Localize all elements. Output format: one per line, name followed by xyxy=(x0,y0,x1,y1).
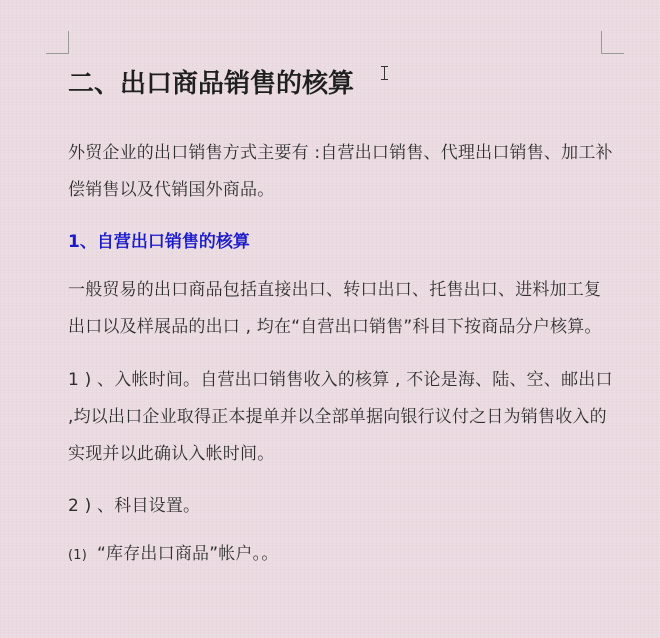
paragraph-export-sales-methods: 外贸企业的出口销售方式主要有 :自营出口销售、代理出口销售、加工补偿销售以及代销国外商品。 xyxy=(68,143,613,200)
list-item-text: “库存出口商品”帐户。。 xyxy=(97,544,279,564)
paragraph-posting-time: 1 ) 、入帐时间。自营出口销售收入的核算 , 不论是海、陆、空、邮出口 ,均以出口企业取得正本提单并以全部单据向银行议付之日为销售收入的实现并以此确认入帐时间。 xyxy=(68,370,613,464)
document-body[interactable] xyxy=(68,62,613,574)
page-margin-corner-top-right xyxy=(601,31,624,54)
list-marker: (1) xyxy=(68,548,88,563)
paragraph-general-trade: 一般贸易的出口商品包括直接出口、转口出口、托售出口、进料加工复出口以及样展品的出口 , 均在“自营出口销售”科目下按商品分户核算。 xyxy=(68,280,602,337)
paragraph-account-setup: 2 ) 、科目设置。 xyxy=(68,496,201,516)
list-item-inventory-account xyxy=(68,536,613,574)
page-margin-corner-top-left xyxy=(46,31,69,54)
subheading-self-export: 1、自营出口销售的核算 xyxy=(68,232,250,252)
section-heading: 二、出口商品销售的核算 xyxy=(68,69,355,99)
